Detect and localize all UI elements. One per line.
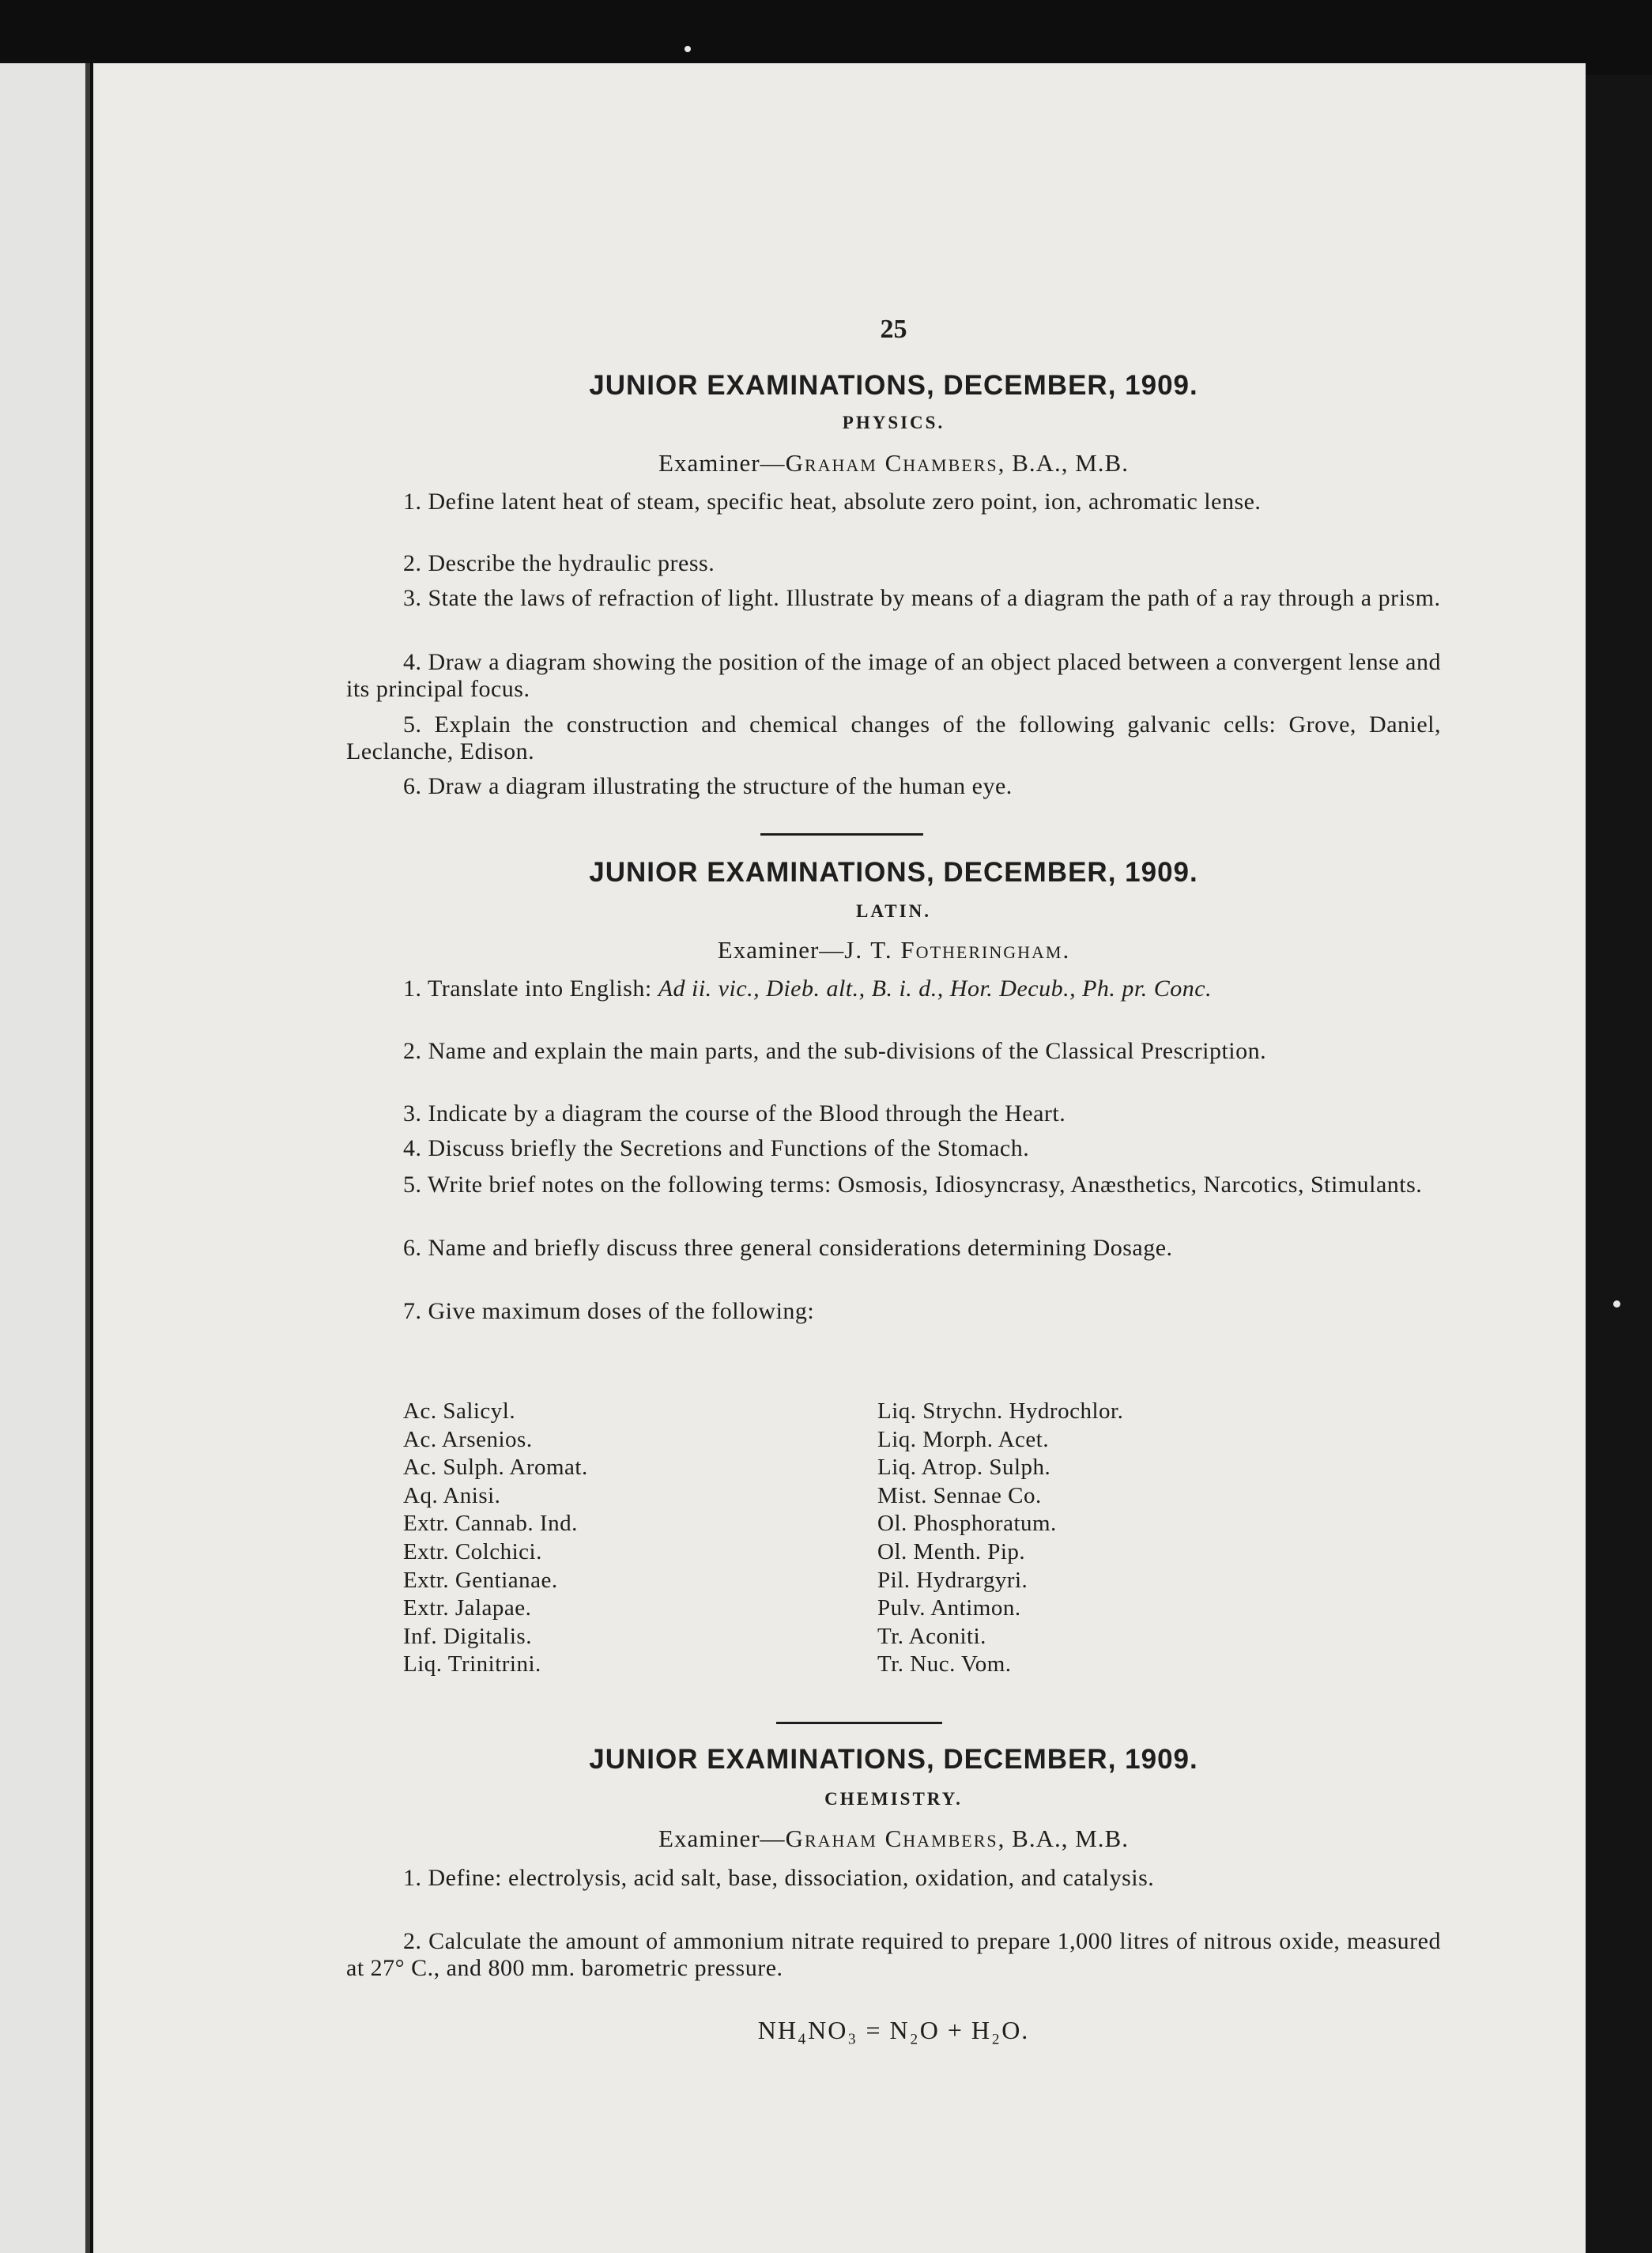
question-item: 1. Define: electrolysis, acid salt, base, dissociation, oxidation, and catalysis. — [403, 1865, 1155, 1891]
question-item: 7. Give maximum doses of the following: — [403, 1298, 815, 1324]
examiner-prefix: Examiner— — [658, 449, 786, 477]
drug-item: Ac. Arsenios. — [403, 1426, 533, 1452]
drug-list-right — [877, 1398, 1383, 1679]
examiner-prefix: Examiner— — [717, 936, 845, 964]
drug-item: Ol. Menth. Pip. — [877, 1538, 1026, 1564]
scan-speck — [1613, 1300, 1620, 1308]
drug-item: Liq. Strychn. Hydrochlor. — [877, 1398, 1124, 1424]
question-item: 2. Name and explain the main parts, and the sub-divisions of the Classical Prescription. — [403, 1038, 1267, 1064]
drug-item: Mist. Sennae Co. — [877, 1482, 1042, 1508]
question-item: 6. Name and briefly discuss three general considerations determining Dosage. — [403, 1235, 1173, 1261]
drug-item: Pulv. Antimon. — [877, 1595, 1021, 1621]
facing-page-edge — [0, 63, 89, 2253]
examiner-degrees: . — [1062, 936, 1070, 964]
question-item: 3. Indicate by a diagram the course of the Blood through the Heart. — [403, 1100, 1066, 1126]
drug-item: Ol. Phosphoratum. — [877, 1511, 1057, 1537]
subject-heading-physics: PHYSICS. — [842, 413, 945, 432]
examiner-name: Graham Chambers — [785, 449, 998, 477]
drug-list-left — [403, 1398, 846, 1679]
chemical-equation: NH₄NO₃ = N₂O + H₂O. — [757, 2016, 1030, 2044]
drug-item: Extr. Cannab. Ind. — [403, 1511, 578, 1537]
examiner-line-latin — [346, 936, 1441, 964]
drug-item: Tr. Nuc. Vom. — [877, 1651, 1012, 1677]
question-item: 5. Explain the construction and chemical changes of the following galvanic cells: Grove, Daniel, Leclanche, Edison. — [346, 711, 1441, 764]
drug-item: Tr. Aconiti. — [877, 1623, 986, 1649]
drug-item: Pil. Hydrargyri. — [877, 1567, 1028, 1593]
drug-item: Ac. Sulph. Aromat. — [403, 1455, 588, 1481]
latin-terms: Ad ii. vic., Dieb. alt., B. i. d., Hor. Decub., Ph. pr. Conc. — [658, 976, 1213, 1002]
subject-heading-latin: LATIN. — [856, 901, 931, 921]
question-item: 5. Write brief notes on the following terms: Osmosis, Idiosyncrasy, Anæsthetics, Narcotics, Stimulants. — [403, 1172, 1423, 1198]
document-page — [93, 63, 1586, 2253]
section-title-physics: JUNIOR EXAMINATIONS, DECEMBER, 1909. — [589, 370, 1198, 401]
subject-heading-chemistry: CHEMISTRY. — [824, 1789, 963, 1809]
examiner-degrees: , B.A., M.B. — [998, 1825, 1129, 1852]
drug-item: Extr. Jalapae. — [403, 1595, 532, 1621]
question-lead: 1. Translate into English: — [403, 976, 658, 1002]
scan-speck — [685, 46, 691, 52]
section-divider — [776, 1722, 942, 1724]
page-number: 25 — [880, 315, 907, 344]
drug-item: Liq. Atrop. Sulph. — [877, 1455, 1051, 1481]
drug-item: Extr. Colchici. — [403, 1538, 542, 1564]
examiner-degrees: , B.A., M.B. — [998, 449, 1129, 477]
examiner-line-physics — [346, 449, 1441, 477]
section-title-chemistry: JUNIOR EXAMINATIONS, DECEMBER, 1909. — [589, 1744, 1198, 1775]
section-divider — [760, 833, 923, 836]
question-item: 4. Discuss briefly the Secretions and Functions of the Stomach. — [403, 1135, 1030, 1161]
section-title-latin: JUNIOR EXAMINATIONS, DECEMBER, 1909. — [589, 857, 1198, 888]
drug-item: Ac. Salicyl. — [403, 1398, 516, 1424]
drug-item: Aq. Anisi. — [403, 1482, 501, 1508]
page-fold-shadow — [85, 63, 90, 2253]
question-item — [346, 976, 1441, 1002]
examiner-name: Graham Chambers — [785, 1825, 998, 1852]
question-item: 6. Draw a diagram illustrating the structure of the human eye. — [403, 773, 1013, 799]
drug-item: Liq. Trinitrini. — [403, 1651, 541, 1677]
drug-item: Extr. Gentianae. — [403, 1567, 558, 1593]
examiner-name: J. T. Fotheringham — [844, 936, 1063, 964]
examiner-prefix: Examiner— — [658, 1825, 786, 1852]
drug-item: Liq. Morph. Acet. — [877, 1426, 1050, 1452]
question-item: 1. Define latent heat of steam, specific heat, absolute zero point, ion, achromatic lense. — [403, 489, 1262, 515]
question-item: 2. Calculate the amount of ammonium nitrate required to prepare 1,000 litres of nitrous oxide, measured at 27° C., and 800 mm. barometric pressure. — [346, 1928, 1441, 1981]
question-item: 3. State the laws of refraction of light. Illustrate by means of a diagram the path of a ray through a prism. — [403, 585, 1441, 611]
question-item: 4. Draw a diagram showing the position of the image of an object placed between a convergent lense and its principal focus. — [346, 649, 1441, 702]
examiner-line-chemistry — [346, 1825, 1441, 1853]
question-item: 2. Describe the hydraulic press. — [403, 550, 715, 576]
drug-item: Inf. Digitalis. — [403, 1623, 532, 1649]
